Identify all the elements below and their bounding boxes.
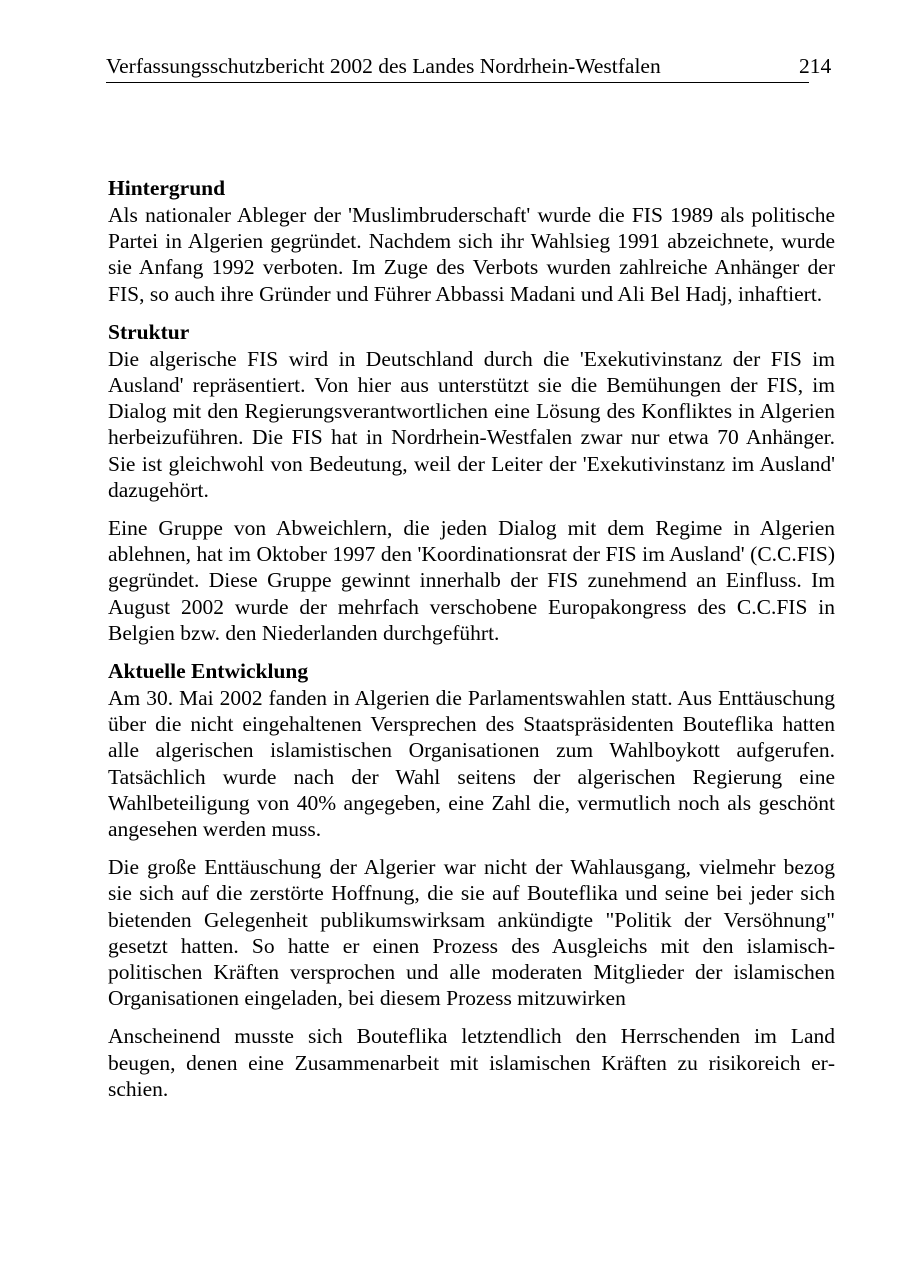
page-body (108, 175, 835, 1102)
paragraph: Eine Gruppe von Abweichlern, die jeden Dialog mit dem Regime in Algerien ablehnen, hat im Oktober 1997 den 'Koordinationsrat der FIS im Ausland' (C.C.FIS) gegründet. Diese Gruppe gewinnt innerhalb der FIS zunehmend an Einfluss. Im August 2002 wurde der mehrfach verschobene Europakongress des C.C.FIS in Belgien bzw. den Niederlanden durchgeführt. (108, 516, 835, 645)
paragraph: Anscheinend musste sich Bouteflika letztendlich den Herrschenden im Land beugen, denen eine Zusammenarbeit mit islamischen Kräften zu risikoreich erschien. (108, 1024, 835, 1101)
paragraph: Am 30. Mai 2002 fanden in Algerien die Parlamentswahlen statt. Aus Enttäuschung über die nicht eingehaltenen Versprechen des Staatspräsidenten Bouteflika hatten alle algerischen islamistischen Organisationen zum Wahlboykott aufgerufen. Tatsächlich wurde nach der Wahl seitens der algerischen Regierung eine Wahlbeteiligung von 40% angegeben, eine Zahl die, vermutlich noch als geschönt angesehen werden muss. (108, 686, 835, 842)
paragraph: Die algerische FIS wird in Deutschland durch die 'Exekutivinstanz der FIS im Ausland' repräsentiert. Von hier aus unterstützt sie die Bemühungen der FIS, im Dialog mit den Regierungsverantwortlichen eine Lösung des Konfliktes in Algerien herbeizuführen. Die FIS hat in Nordrhein-Westfalen zwar nur etwa 70 Anhänger. Sie ist gleichwohl von Bedeutung, weil der Leiter der 'Exekutivinstanz im Ausland' dazugehört. (108, 346, 835, 502)
section-heading-struktur: Struktur (108, 319, 190, 344)
paragraph: Die große Enttäuschung der Algerier war nicht der Wahlausgang, vielmehr bezog sie sich auf die zerstörte Hoffnung, die sie auf Bouteflika und seine bei jeder sich bietenden Gelegenheit publikumswirksam ankündigte "Politik der Versöhnung" gesetzt hatten. So hatte er einen Prozess des Ausgleichs mit den islamisch-politischen Kräften versprochen und alle moderaten Mitglieder der islamischen Organisationen eingeladen, bei diesem Prozess mitzuwirken (108, 855, 835, 1011)
page-number: 214 (799, 54, 832, 78)
section-heading-hintergrund: Hintergrund (108, 176, 226, 200)
section-heading-aktuelle-entwicklung: Aktuelle Entwicklung (108, 659, 309, 684)
running-header (106, 53, 809, 83)
paragraph: Als nationaler Ableger der 'Muslimbruderschaft' wurde die FIS 1989 als politische Partei in Algerien gegründet. Nachdem sich ihr Wahlsieg 1991 abzeichnete, wurde sie Anfang 1992 verboten. Im Zuge des Verbots wurden zahlreiche Anhänger der FIS, so auch ihre Gründer und Führer Abbassi Madani und Ali Bel Hadj, inhaftiert. (108, 203, 835, 306)
header-title: Verfassungsschutzbericht 2002 des Landes Nordrhein-Westfalen (106, 54, 661, 78)
